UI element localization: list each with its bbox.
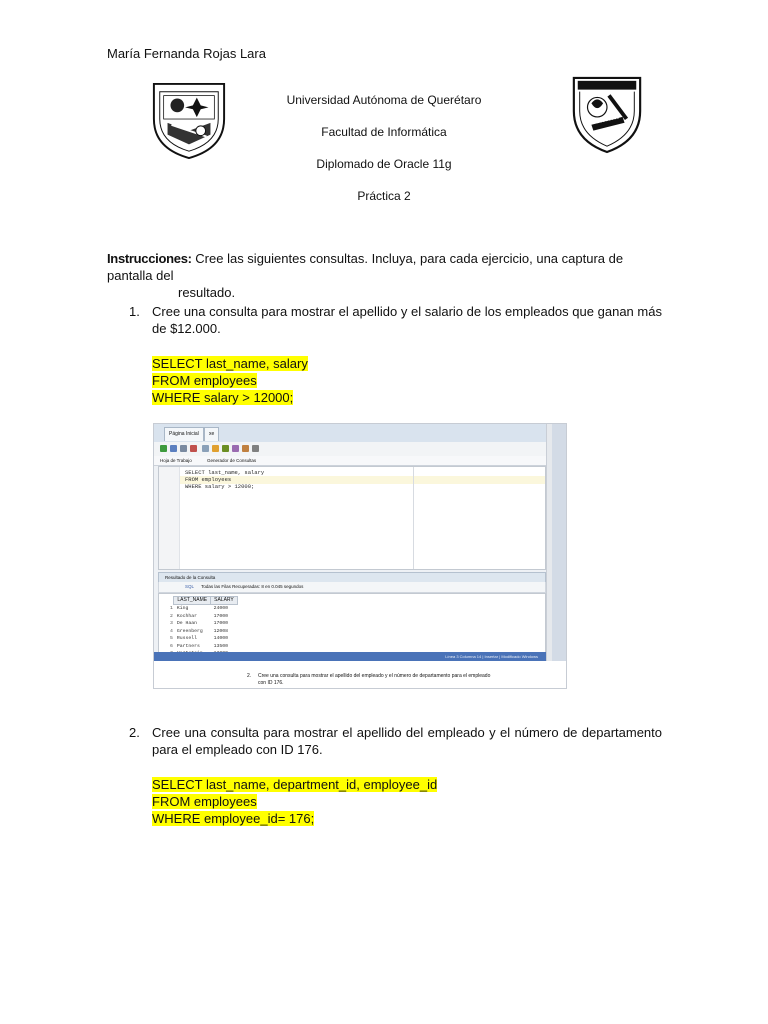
- results-toolbar: [158, 582, 546, 593]
- cell-last-name: Partners: [176, 643, 200, 649]
- status-bar: [154, 652, 546, 661]
- row-number: 3: [170, 621, 173, 626]
- editor-line: WHERE salary > 12000;: [185, 483, 255, 490]
- column-header: SALARY: [211, 597, 238, 605]
- edit-icon: [242, 445, 249, 452]
- sql-line: WHERE employee_id= 176;: [152, 811, 315, 826]
- informatica-seal-icon: [568, 74, 646, 154]
- subtab-query-builder: Generador de Consultas: [207, 458, 257, 463]
- row-number: 2: [170, 613, 173, 619]
- row-number: 4: [170, 628, 173, 634]
- cell-last-name: King: [176, 606, 189, 611]
- clear-icon: [222, 445, 229, 452]
- sql-label: SQL: [185, 584, 194, 589]
- row-number: 6: [170, 643, 173, 649]
- doc-number: 2.: [247, 673, 252, 679]
- table-row: [167, 628, 237, 636]
- document-underlay: [154, 661, 566, 688]
- history-icon: [232, 445, 239, 452]
- table-row: [167, 605, 237, 613]
- tab-start-page: Página Inicial: [164, 427, 204, 441]
- sql-block-2: [152, 776, 437, 827]
- sql-line: SELECT last_name, salary: [152, 356, 308, 371]
- sql-developer-screenshot: [153, 423, 567, 689]
- uaq-seal-icon: [150, 80, 228, 160]
- commit-icon: [180, 445, 187, 452]
- cell-last-name: De Haan: [176, 621, 198, 626]
- question-text: Cree una consulta para mostrar el apellido y el salario de los empleados que ganan más de $12.000.: [152, 304, 662, 336]
- worksheet-subtabs: [154, 456, 546, 466]
- column-header: LAST_NAME: [174, 597, 211, 605]
- results-info: Todas las Filas Recuperadas: 8 en 0.045 segundos: [201, 584, 304, 589]
- table-row: [167, 613, 237, 621]
- cell-salary: 17000: [213, 621, 229, 626]
- sql-editor: [158, 466, 546, 570]
- sql-line: FROM employees: [152, 794, 257, 809]
- cell-last-name: Kochhar: [176, 613, 198, 619]
- table-row: [167, 635, 237, 643]
- question-number: 2.: [129, 725, 140, 740]
- header-practice: Práctica 2: [357, 189, 411, 203]
- cell-last-name: Russell: [176, 636, 198, 641]
- sql-line: WHERE salary > 12000;: [152, 390, 294, 405]
- status-text: Línea 3 Columna 14 | Insertar | Modificado Windows: [445, 654, 538, 659]
- sql-line: SELECT last_name, department_id, employee_id: [152, 777, 438, 792]
- row-number: 1: [170, 605, 173, 611]
- editor-divider: [413, 467, 414, 569]
- header-program: Diplomado de Oracle 11g: [316, 157, 452, 171]
- question-text: Cree una consulta para mostrar el apellido del empleado y el número de departamento para el empleado con ID 176.: [152, 725, 662, 757]
- doc-text: Cree una consulta para mostrar el apellido del empleado y el número de departamento para el empleado con ID 176.: [258, 673, 491, 686]
- editor-line: FROM employees: [185, 476, 232, 483]
- script-icon: [170, 445, 177, 452]
- instructions-text: Cree las siguientes consultas. Incluya, para cada ejercicio, una captura de pantalla del: [107, 251, 624, 283]
- row-number: 5: [170, 636, 173, 641]
- table-row: [167, 643, 237, 651]
- toolbar: [154, 442, 546, 457]
- table-row: [167, 620, 237, 628]
- instructions: [107, 250, 665, 301]
- cell-last-name: Greenberg: [176, 628, 203, 634]
- cell-salary: 17000: [213, 613, 229, 619]
- run-icon: [160, 445, 167, 452]
- tab-connection: xe: [204, 427, 219, 441]
- author-name: María Fernanda Rojas Lara: [107, 46, 266, 61]
- editor-gutter: [159, 467, 180, 569]
- header-faculty: Facultad de Informática: [321, 125, 447, 139]
- editor-line: SELECT last_name, salary: [185, 469, 265, 476]
- format-icon: [252, 445, 259, 452]
- explain-icon: [202, 445, 209, 452]
- sql-block-1: [152, 355, 308, 406]
- subtab-worksheet: Hoja de Trabajo: [160, 458, 192, 463]
- cell-salary: 12008: [213, 628, 229, 634]
- side-panel-strip: [552, 424, 566, 661]
- rollback-icon: [190, 445, 197, 452]
- autotrace-icon: [212, 445, 219, 452]
- sql-line: FROM employees: [152, 373, 257, 388]
- cell-salary: 24000: [213, 606, 229, 611]
- question-number: 1.: [129, 304, 140, 319]
- cell-salary: 14000: [213, 636, 229, 641]
- cell-salary: 13500: [213, 643, 229, 649]
- instructions-text-cont: resultado.: [178, 285, 236, 300]
- window-tabs: [154, 424, 546, 443]
- results-tab-label: Resultado de la Consulta: [165, 575, 216, 580]
- header-university: Universidad Autónoma de Querétaro: [286, 93, 482, 107]
- instructions-label: Instrucciones:: [107, 251, 192, 266]
